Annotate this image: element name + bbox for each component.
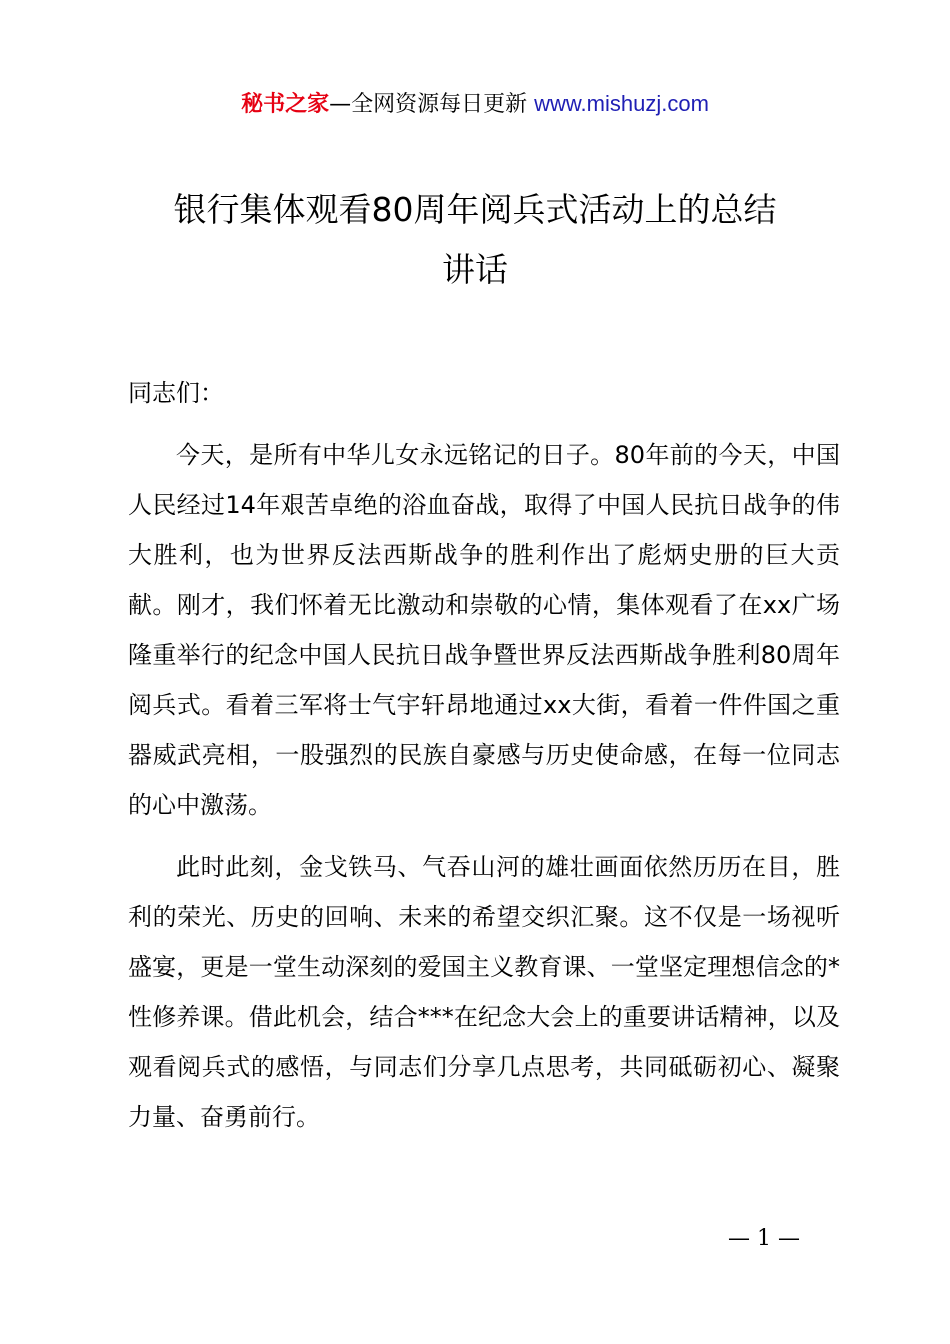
document-title <box>100 180 850 300</box>
site-header <box>0 86 950 123</box>
site-tagline: —全网资源每日更新 <box>329 92 535 117</box>
site-brand: 秘书之家 <box>241 92 330 117</box>
document-body <box>128 368 840 1154</box>
title-line-2: 讲话 <box>442 250 508 289</box>
title-line-1: 银行集体观看80周年阅兵式活动上的总结 <box>173 190 777 229</box>
page-number: — 1 — <box>728 1226 800 1251</box>
paragraph-2: 此时此刻，金戈铁马、气吞山河的雄壮画面依然历历在目，胜利的荣光、历史的回响、未来的希望交织汇聚。这不仅是一场视听盛宴，更是一堂生动深刻的爱国主义教育课、一堂坚定理想信念的*性修养课。借此机会，结合***在纪念大会上的重要讲话精神，以及观看阅兵式的感悟，与同志们分享几点思考，共同砥砺初心、凝聚力量、奋勇前行。 <box>128 853 840 1131</box>
paragraph-1: 今天，是所有中华儿女永远铭记的日子。80年前的今天，中国人民经过14年艰苦卓绝的浴血奋战，取得了中国人民抗日战争的伟大胜利，也为世界反法西斯战争的胜利作出了彪炳史册的巨大贡献。刚才，我们怀着无比激动和崇敬的心情，集体观看了在xx广场隆重举行的纪念中国人民抗日战争暨世界反法西斯战争胜利80周年阅兵式。看着三军将士气宇轩昂地通过xx大街，看着一件件国之重器威武亮相，一股强烈的民族自豪感与历史使命感，在每一位同志的心中激荡。 <box>128 441 840 819</box>
site-url-link[interactable]: www.mishuzj.com <box>534 91 709 116</box>
salutation: 同志们： <box>128 379 224 407</box>
